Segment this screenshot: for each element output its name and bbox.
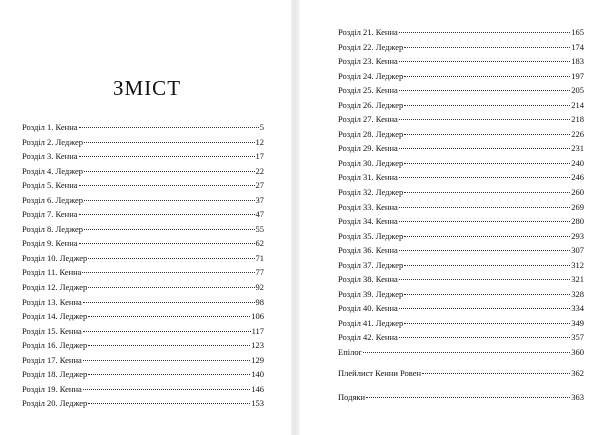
toc-entry[interactable] (22, 265, 264, 280)
toc-entry-page: 17 (255, 151, 264, 162)
toc-entry-page: 334 (571, 303, 584, 314)
toc-entry[interactable] (22, 251, 264, 266)
toc-entry-page: 218 (571, 114, 584, 125)
toc-entry-page: 293 (571, 230, 584, 241)
dot-leader (404, 47, 570, 48)
toc-entry-page: 362 (571, 367, 584, 378)
toc-entry[interactable] (22, 120, 264, 135)
toc-entry-page: 269 (571, 201, 584, 212)
toc-entry-label: Розділ 28. Леджер (338, 128, 404, 139)
dot-leader (83, 360, 250, 361)
toc-entry-page: 165 (571, 27, 584, 37)
toc-entry-page: 214 (571, 99, 584, 110)
dot-leader (84, 142, 255, 143)
toc-right-list (338, 25, 584, 405)
toc-entry[interactable] (338, 287, 584, 302)
toc-entry-page: 140 (251, 369, 264, 380)
toc-entry-page: 71 (255, 252, 264, 263)
toc-entry-label: Епілог (338, 347, 363, 358)
dot-leader (399, 61, 570, 62)
toc-entry-page: 117 (251, 325, 264, 336)
toc-entry-page: 328 (571, 288, 584, 299)
dot-leader (79, 127, 259, 128)
dot-leader (82, 272, 254, 273)
toc-entry[interactable] (338, 258, 584, 273)
toc-entry-page: 92 (255, 282, 264, 293)
toc-entry-page: 123 (251, 340, 264, 351)
toc-entry[interactable] (22, 309, 264, 324)
page-title: ЗМІСТ (113, 76, 182, 100)
toc-entry[interactable] (338, 229, 584, 244)
toc-entry-page: 197 (571, 70, 584, 81)
dot-leader (404, 192, 570, 193)
toc-entry[interactable] (22, 382, 264, 397)
toc-entry[interactable] (22, 178, 264, 193)
toc-entry-page: 77 (255, 267, 264, 278)
dot-leader (88, 374, 250, 375)
toc-entry[interactable] (338, 54, 584, 69)
toc-entry[interactable] (22, 353, 264, 368)
toc-entry-page: 321 (571, 274, 584, 285)
dot-leader (404, 265, 570, 266)
toc-entry-page: 98 (255, 296, 264, 307)
toc-entry[interactable] (338, 141, 584, 156)
toc-entry[interactable] (338, 40, 584, 55)
toc-entry-label: Розділ 13. Кенна (22, 296, 82, 307)
dot-leader (366, 397, 570, 398)
toc-entry-label: Розділ 38. Кенна (338, 274, 398, 285)
toc-entry-label: Розділ 21. Кенна (338, 27, 398, 37)
dot-leader (88, 345, 250, 346)
toc-entry-page: 27 (255, 180, 264, 191)
dot-leader (399, 279, 570, 280)
book-spine (291, 0, 300, 435)
toc-entry[interactable] (22, 367, 264, 382)
toc-entry-page: 205 (571, 85, 584, 96)
toc-entry-label: Розділ 17. Кенна (22, 354, 82, 365)
dot-leader (399, 177, 570, 178)
dot-leader (399, 119, 570, 120)
dot-leader (399, 207, 570, 208)
toc-entry-label: Розділ 32. Леджер (338, 187, 404, 198)
toc-entry-page: 153 (251, 398, 264, 409)
toc-entry[interactable] (22, 280, 264, 295)
dot-leader (83, 389, 250, 390)
toc-entry-label: Розділ 4. Леджер (22, 165, 83, 176)
toc-entry-label: Розділ 2. Леджер (22, 136, 83, 147)
dot-leader (404, 105, 570, 106)
toc-entry-page: 260 (571, 187, 584, 198)
toc-entry-label: Розділ 15. Кенна (22, 325, 82, 336)
toc-entry-label: Розділ 35. Леджер (338, 230, 404, 241)
toc-entry-label: Розділ 22. Леджер (338, 41, 404, 52)
toc-entry-page: 22 (255, 165, 264, 176)
dot-leader (399, 337, 570, 338)
toc-entry-label: Розділ 7. Кенна (22, 209, 78, 220)
toc-entry-label: Розділ 41. Леджер (338, 317, 404, 328)
toc-entry-label: Розділ 30. Леджер (338, 157, 404, 168)
toc-entry-page: 240 (571, 157, 584, 168)
toc-entry-label: Розділ 33. Кенна (338, 201, 398, 212)
toc-entry-label: Розділ 10. Леджер (22, 252, 88, 263)
toc-entry-label: Подяки (338, 392, 366, 403)
dot-leader (404, 236, 570, 237)
toc-entry[interactable] (22, 295, 264, 310)
dot-leader (399, 148, 570, 149)
toc-entry-page: 357 (571, 332, 584, 343)
toc-entry[interactable] (22, 193, 264, 208)
left-page (0, 0, 290, 435)
toc-entry[interactable] (22, 135, 264, 150)
toc-entry-acknowledgements[interactable] (338, 390, 584, 405)
dot-leader (404, 134, 570, 135)
toc-entry-label: Розділ 31. Кенна (338, 172, 398, 183)
toc-entry[interactable] (338, 25, 584, 40)
toc-entry[interactable] (338, 243, 584, 258)
toc-entry[interactable] (338, 316, 584, 331)
dot-leader (399, 90, 570, 91)
toc-entry-label: Розділ 27. Кенна (338, 114, 398, 125)
toc-entry[interactable] (338, 200, 584, 215)
toc-entry-page: 174 (571, 41, 584, 52)
dot-leader (404, 76, 570, 77)
toc-entry[interactable] (22, 324, 264, 339)
toc-entry[interactable] (338, 112, 584, 127)
toc-entry-page: 363 (571, 392, 584, 403)
dot-leader (422, 373, 570, 374)
toc-entry-label: Розділ 3. Кенна (22, 151, 78, 162)
toc-entry-label: Розділ 34. Кенна (338, 216, 398, 227)
toc-entry-page: 47 (255, 209, 264, 220)
toc-entry-label: Розділ 9. Кенна (22, 238, 78, 249)
dot-leader (84, 229, 255, 230)
toc-entry[interactable] (338, 69, 584, 84)
toc-entry[interactable] (338, 83, 584, 98)
toc-entry-page: 231 (571, 143, 584, 154)
dot-leader (404, 163, 570, 164)
toc-entry[interactable] (338, 272, 584, 287)
dot-leader (88, 316, 250, 317)
toc-entry-label: Розділ 37. Леджер (338, 259, 404, 270)
dot-leader (79, 243, 255, 244)
toc-entry-label: Розділ 11. Кенна (22, 267, 82, 278)
toc-entry-label: Розділ 8. Леджер (22, 223, 83, 234)
toc-entry[interactable] (338, 156, 584, 171)
toc-entry[interactable] (338, 127, 584, 142)
toc-left-list (22, 120, 264, 411)
dot-leader (79, 156, 255, 157)
toc-entry-label: Розділ 25. Кенна (338, 85, 398, 96)
toc-entry-label: Розділ 6. Леджер (22, 194, 83, 205)
toc-entry-page: 106 (251, 311, 264, 322)
toc-entry-playlist[interactable] (338, 366, 584, 381)
toc-entry-label: Розділ 16. Леджер (22, 340, 88, 351)
toc-entry-page: 146 (251, 383, 264, 394)
toc-entry[interactable] (338, 214, 584, 229)
toc-entry-page: 307 (571, 245, 584, 256)
toc-entry-label: Плейлист Кенни Ровен (338, 367, 422, 378)
toc-entry-label: Розділ 19. Кенна (22, 383, 82, 394)
toc-entry-label: Розділ 29. Кенна (338, 143, 398, 154)
toc-entry-page: 312 (571, 259, 584, 270)
toc-entry-page: 183 (571, 56, 584, 67)
toc-entry-epilogue[interactable] (338, 345, 584, 360)
toc-entry-label: Розділ 40. Кенна (338, 303, 398, 314)
dot-leader (84, 171, 255, 172)
toc-entry[interactable] (338, 98, 584, 113)
right-page (300, 0, 600, 435)
toc-entry-label: Розділ 18. Леджер (22, 369, 88, 380)
toc-entry-label: Розділ 5. Кенна (22, 180, 78, 191)
dot-leader (79, 214, 255, 215)
toc-entry-label: Розділ 12. Леджер (22, 282, 88, 293)
toc-entry-page: 55 (255, 223, 264, 234)
toc-entry-page: 349 (571, 317, 584, 328)
toc-entry[interactable] (338, 330, 584, 345)
toc-entry[interactable] (22, 222, 264, 237)
dot-leader (88, 287, 254, 288)
toc-entry-page: 5 (259, 122, 264, 132)
toc-entry[interactable] (22, 164, 264, 179)
dot-leader (363, 352, 570, 353)
toc-entry-label: Розділ 26. Леджер (338, 99, 404, 110)
dot-leader (88, 403, 250, 404)
toc-entry-page: 360 (571, 347, 584, 358)
toc-entry-page: 226 (571, 128, 584, 139)
dot-leader (88, 258, 254, 259)
toc-entry-label: Розділ 23. Кенна (338, 56, 398, 67)
toc-entry[interactable] (22, 236, 264, 251)
toc-entry-label: Розділ 39. Леджер (338, 288, 404, 299)
dot-leader (399, 221, 570, 222)
toc-entry-page: 129 (251, 354, 264, 365)
toc-entry-page: 12 (255, 136, 264, 147)
dot-leader (83, 302, 255, 303)
toc-entry[interactable] (338, 301, 584, 316)
toc-entry[interactable] (22, 396, 264, 411)
toc-entry-label: Розділ 20. Леджер (22, 398, 88, 409)
toc-entry[interactable] (338, 185, 584, 200)
dot-leader (399, 308, 570, 309)
dot-leader (404, 323, 570, 324)
dot-leader (399, 250, 570, 251)
toc-entry-label: Розділ 1. Кенна (22, 122, 78, 132)
dot-leader (79, 185, 255, 186)
toc-entry-page: 246 (571, 172, 584, 183)
toc-entry-label: Розділ 24. Леджер (338, 70, 404, 81)
toc-entry[interactable] (22, 149, 264, 164)
dot-leader (399, 32, 570, 33)
dot-leader (404, 294, 570, 295)
toc-entry[interactable] (22, 338, 264, 353)
toc-entry-page: 62 (255, 238, 264, 249)
toc-entry-page: 280 (571, 216, 584, 227)
toc-entry-label: Розділ 42. Кенна (338, 332, 398, 343)
dot-leader (83, 331, 251, 332)
toc-entry-page: 37 (255, 194, 264, 205)
toc-entry-label: Розділ 36. Кенна (338, 245, 398, 256)
dot-leader (84, 200, 255, 201)
toc-entry-label: Розділ 14. Леджер (22, 311, 88, 322)
toc-entry[interactable] (22, 207, 264, 222)
toc-entry[interactable] (338, 170, 584, 185)
